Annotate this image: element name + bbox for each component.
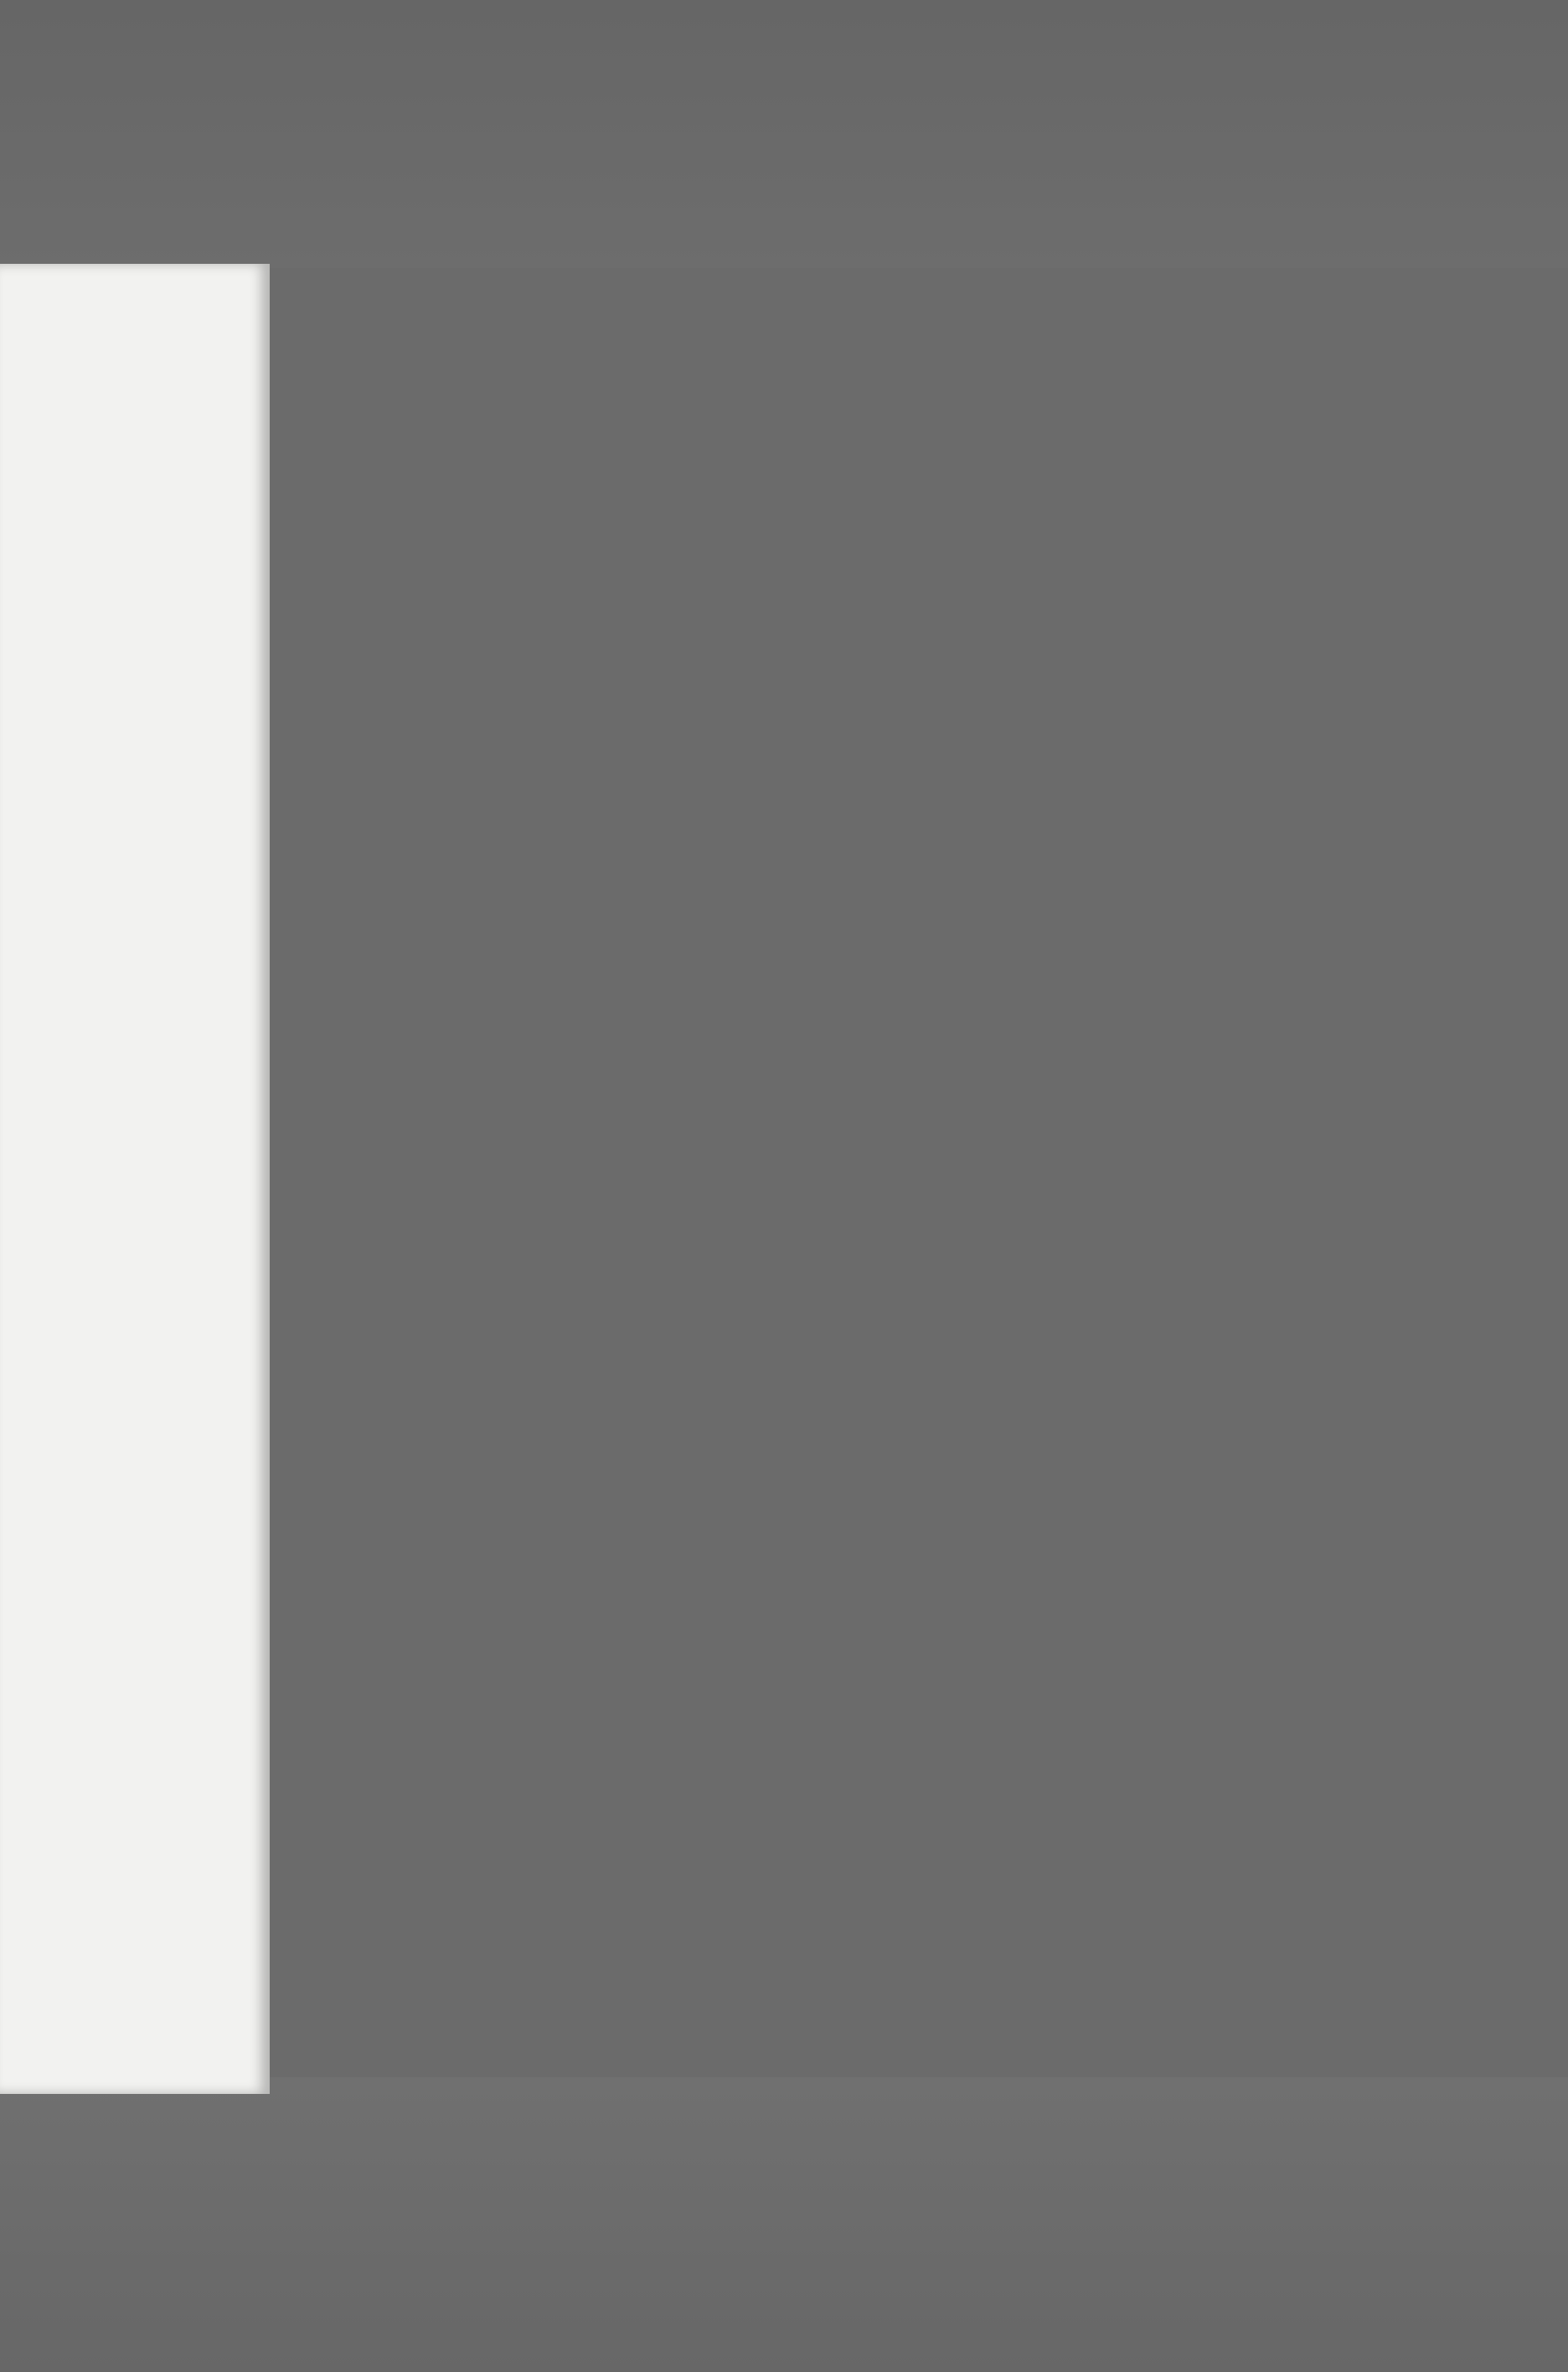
left-facing-page bbox=[0, 264, 270, 2094]
background-bottom bbox=[0, 2077, 1568, 2372]
background-top bbox=[0, 0, 1568, 268]
